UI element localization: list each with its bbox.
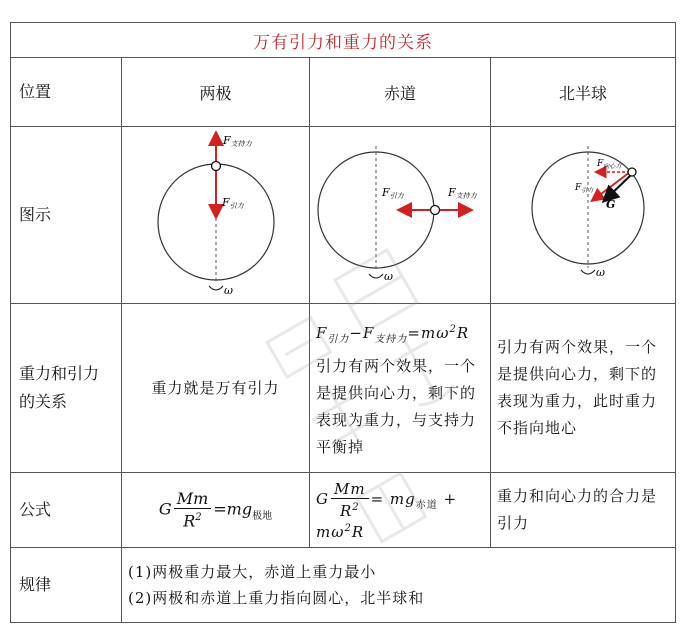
object-circle — [628, 168, 636, 176]
relation-row — [11, 304, 676, 473]
figure-row — [11, 127, 676, 304]
object-circle — [211, 162, 220, 171]
header-row — [11, 58, 676, 127]
law-label: 规律 — [11, 548, 122, 623]
north-figure — [491, 127, 676, 304]
law-text: (1)两极重力最大，赤道上重力最小 (2)两极和赤道上重力指向圆心，北半球和 — [122, 548, 676, 623]
omega-label: ω — [384, 270, 393, 283]
weight-label: G — [606, 198, 616, 211]
poles-formula: G $\frac{Mm}{R^2}$ $=mg_{极地}$ — [122, 473, 310, 548]
rotation-icon — [369, 274, 383, 278]
table-title: 万有引力和重力的关系 — [11, 23, 676, 58]
relation-table — [10, 22, 676, 623]
equator-figure — [310, 127, 491, 304]
support-label: F支持力 — [448, 186, 477, 200]
formula-row — [11, 473, 676, 548]
poles-diagram — [126, 128, 306, 302]
law-row — [11, 548, 676, 623]
rotation-icon — [581, 270, 595, 274]
gravity-label: $F_{引力}$ — [575, 183, 594, 194]
header-position: 位置 — [11, 58, 122, 127]
poles-relation: 重力就是万有引力 — [122, 304, 310, 473]
poles-figure — [122, 127, 310, 304]
figure-label: 图示 — [11, 127, 122, 304]
support-label: F支持力 — [222, 134, 252, 148]
gravity-label: F引力 — [221, 196, 244, 210]
header-equator: 赤道 — [310, 58, 491, 127]
north-formula: 重力和向心力的合力是引力 — [491, 473, 676, 548]
equator-formula-cell: G $\frac{Mm}{R^2}$ = $mg_{赤道}$ + $m\omega^2R$ — [310, 473, 491, 548]
north-diagram — [493, 128, 673, 302]
omega-label: ω — [223, 284, 233, 297]
centripetal-label: $F_{向心力}$ — [597, 159, 622, 170]
formula-label: 公式 — [11, 473, 122, 548]
header-poles: 两极 — [122, 58, 310, 127]
relation-label: 重力和引力 的关系 — [11, 304, 122, 473]
gravity-force-arrow — [593, 172, 630, 200]
rotation-icon — [209, 286, 223, 290]
omega-label: ω — [596, 266, 605, 279]
equator-formula: $F_{引力}-F_{支持力}=m\omega^2R$ — [316, 323, 470, 345]
equator-relation: $F_{引力}-F_{支持力}=m\omega^2R$ 引力有两个效果，一个是提供向心力，剩下的表现为重力，与支持力平衡掉 — [310, 304, 491, 473]
header-north: 北半球 — [491, 58, 676, 127]
gravity-label: F引力 — [382, 186, 404, 200]
equator-diagram — [310, 128, 490, 302]
object-circle — [431, 206, 440, 215]
north-relation: 引力有两个效果，一个是提供向心力，剩下的表现为重力，此时重力不指向地心 — [491, 304, 676, 473]
